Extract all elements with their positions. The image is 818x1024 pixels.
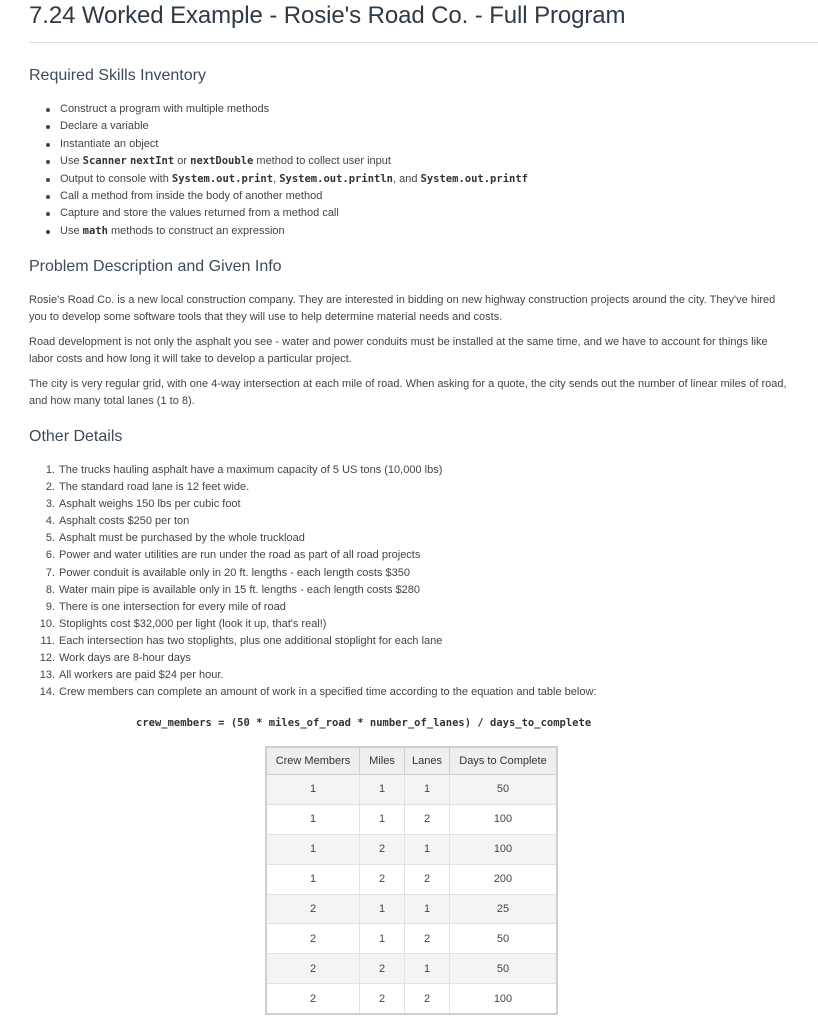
skill-text: Declare a variable: [60, 120, 149, 133]
table-row: [266, 834, 557, 864]
detail-text: Asphalt weighs 150 lbs per cubic foot: [59, 498, 241, 511]
skill-text: Use: [60, 224, 83, 237]
detail-item: [29, 582, 596, 599]
table-cell: 1: [360, 775, 405, 805]
detail-item: [29, 530, 596, 547]
skill-item: [60, 223, 528, 240]
table-cell: 2: [360, 834, 405, 864]
detail-text: Power and water utilities are run under the road as part of all road projects: [59, 549, 421, 562]
detail-item: [29, 684, 596, 701]
detail-number: 6.: [45, 549, 55, 562]
detail-number: 4.: [45, 515, 55, 528]
detail-text: Asphalt must be purchased by the whole truckload: [59, 532, 305, 545]
detail-number: 5.: [45, 532, 55, 545]
table-cell: 1: [266, 834, 360, 864]
table-cell: 100: [450, 834, 558, 864]
detail-item: [29, 479, 596, 496]
table-row: [266, 775, 557, 805]
detail-item: [29, 650, 596, 667]
skill-text: methods to construct an expression: [107, 224, 285, 237]
skill-text: Capture and store the values returned from a method call: [60, 207, 339, 220]
detail-text: Each intersection has two stoplights, plus one additional stoplight for each lane: [59, 634, 443, 647]
table-cell: 1: [405, 954, 450, 984]
details-list: [29, 462, 596, 701]
table-cell: 2: [360, 984, 405, 1014]
table-cell: 2: [266, 954, 360, 984]
table-row: [266, 804, 557, 834]
table-cell: 1: [266, 804, 360, 834]
table-cell: 50: [450, 775, 558, 805]
skill-text: or: [174, 155, 191, 168]
skill-text: Use: [60, 155, 83, 168]
detail-number: 8.: [45, 583, 55, 596]
crew-equation: crew_members = (50 * miles_of_road * number_of_lanes) / days_to_complete: [136, 717, 592, 729]
detail-number: 13.: [39, 669, 55, 682]
detail-text: Crew members can complete an amount of work in a specified time according to the equation and table below:: [59, 686, 597, 699]
detail-item: [29, 513, 596, 530]
table-cell: 50: [450, 954, 558, 984]
skill-code: Scanner: [82, 155, 127, 168]
table-header-row: [266, 747, 557, 775]
table-cell: 100: [450, 804, 558, 834]
detail-number: 2.: [45, 481, 55, 494]
skill-item: [60, 101, 528, 118]
table-header-cell: Lanes: [405, 747, 450, 775]
problem-heading: Problem Description and Given Info: [29, 258, 282, 275]
skills-list: [29, 101, 528, 240]
detail-text: All workers are paid $24 per hour.: [59, 669, 224, 682]
skill-code: System.out.println: [279, 172, 393, 185]
detail-number: 14.: [39, 686, 55, 699]
detail-number: 7.: [45, 566, 55, 579]
detail-item: [29, 616, 596, 633]
detail-text: Water main pipe is available only in 15 ft. lengths - each length costs $280: [59, 583, 420, 596]
skill-text: , and: [392, 172, 421, 185]
table-row: [266, 924, 557, 954]
skill-text: Output to console with: [60, 172, 172, 185]
skill-code: System.out.print: [171, 172, 274, 185]
table-row: [266, 984, 557, 1014]
table-cell: 2: [266, 894, 360, 924]
table-cell: 25: [450, 894, 558, 924]
table-row: [266, 894, 557, 924]
problem-paragraph-2: Road development is not only the asphalt you see - water and power conduits must be installed at the same time, and we have to account for things like labor costs and how long it will take to develop a particular project.: [29, 336, 768, 365]
detail-number: 3.: [45, 498, 55, 511]
detail-item: [29, 633, 596, 650]
detail-text: Work days are 8-hour days: [59, 652, 191, 665]
table-cell: 2: [360, 864, 405, 894]
table-cell: 1: [266, 775, 360, 805]
table-cell: 1: [360, 804, 405, 834]
skill-code: nextInt: [129, 155, 175, 168]
table-cell: 2: [405, 984, 450, 1014]
detail-item: [29, 496, 596, 513]
table-row: [266, 864, 557, 894]
table-body: [266, 775, 557, 1015]
skill-code: System.out.printf: [420, 172, 528, 185]
detail-number: 11.: [40, 634, 55, 647]
table-cell: 2: [405, 924, 450, 954]
table-cell: 200: [450, 864, 558, 894]
detail-number: 12.: [39, 652, 55, 665]
table-cell: 1: [266, 864, 360, 894]
detail-text: The standard road lane is 12 feet wide.: [59, 481, 250, 494]
skills-heading: Required Skills Inventory: [29, 67, 206, 84]
details-heading: Other Details: [29, 428, 123, 445]
table-cell: 2: [266, 924, 360, 954]
detail-number: 10.: [39, 617, 55, 630]
skill-text: ,: [273, 172, 280, 185]
problem-paragraph-3: The city is very regular grid, with one 4-way intersection at each mile of road. When asking for a quote, the city sends out the number of linear miles of road, and how many total lanes (1 to 8).: [29, 378, 787, 407]
detail-item: [29, 667, 596, 684]
detail-number: 1.: [45, 464, 55, 476]
detail-text: Power conduit is available only in 20 ft. lengths - each length costs $350: [59, 566, 410, 579]
detail-number: 9.: [45, 600, 55, 613]
skill-item: [60, 153, 528, 170]
detail-text: Stoplights cost $32,000 per light (look it up, that's real!): [59, 617, 327, 630]
table-cell: 2: [405, 864, 450, 894]
skill-item: [60, 188, 528, 205]
page-title: 7.24 Worked Example - Rosie's Road Co. - Full Program: [29, 2, 626, 29]
detail-item: [29, 599, 596, 616]
table-cell: 50: [450, 924, 558, 954]
skill-text: method to collect user input: [253, 155, 391, 168]
table-cell: 100: [450, 984, 558, 1014]
table-cell: 2: [266, 984, 360, 1014]
detail-item: [29, 547, 596, 564]
table-cell: 1: [360, 924, 405, 954]
table-header-cell: Miles: [360, 747, 405, 775]
problem-paragraph-1: Rosie's Road Co. is a new local construction company. They are interested in bidding on new highway construction projects around the city. They've hired you to develop some software tools that they will use to help determine material needs and costs.: [29, 294, 776, 323]
table-row: [266, 954, 557, 984]
skill-item: [60, 118, 528, 135]
title-divider: [29, 42, 818, 43]
skill-item: [60, 136, 528, 153]
table-cell: 2: [405, 804, 450, 834]
table-cell: 1: [405, 894, 450, 924]
detail-text: There is one intersection for every mile of road: [59, 600, 286, 613]
table-header-cell: Crew Members: [266, 747, 360, 775]
detail-item: [29, 462, 596, 479]
table-cell: 2: [360, 954, 405, 984]
detail-item: [29, 565, 596, 582]
skill-text: Call a method from inside the body of another method: [60, 189, 323, 202]
skill-text: Instantiate an object: [60, 137, 159, 150]
detail-text: Asphalt costs $250 per ton: [59, 515, 190, 528]
skill-code: math: [82, 224, 108, 237]
table-header-cell: Days to Complete: [450, 747, 558, 775]
table-cell: 1: [405, 834, 450, 864]
table-cell: 1: [360, 894, 405, 924]
skill-text: Construct a program with multiple methods: [60, 103, 270, 115]
skill-code: nextDouble: [190, 155, 254, 168]
crew-table: [265, 746, 558, 1015]
detail-text: The trucks hauling asphalt have a maximum capacity of 5 US tons (10,000 lbs): [59, 464, 443, 476]
skill-item: [60, 171, 528, 188]
table-cell: 1: [405, 775, 450, 805]
skill-item: [60, 205, 528, 222]
